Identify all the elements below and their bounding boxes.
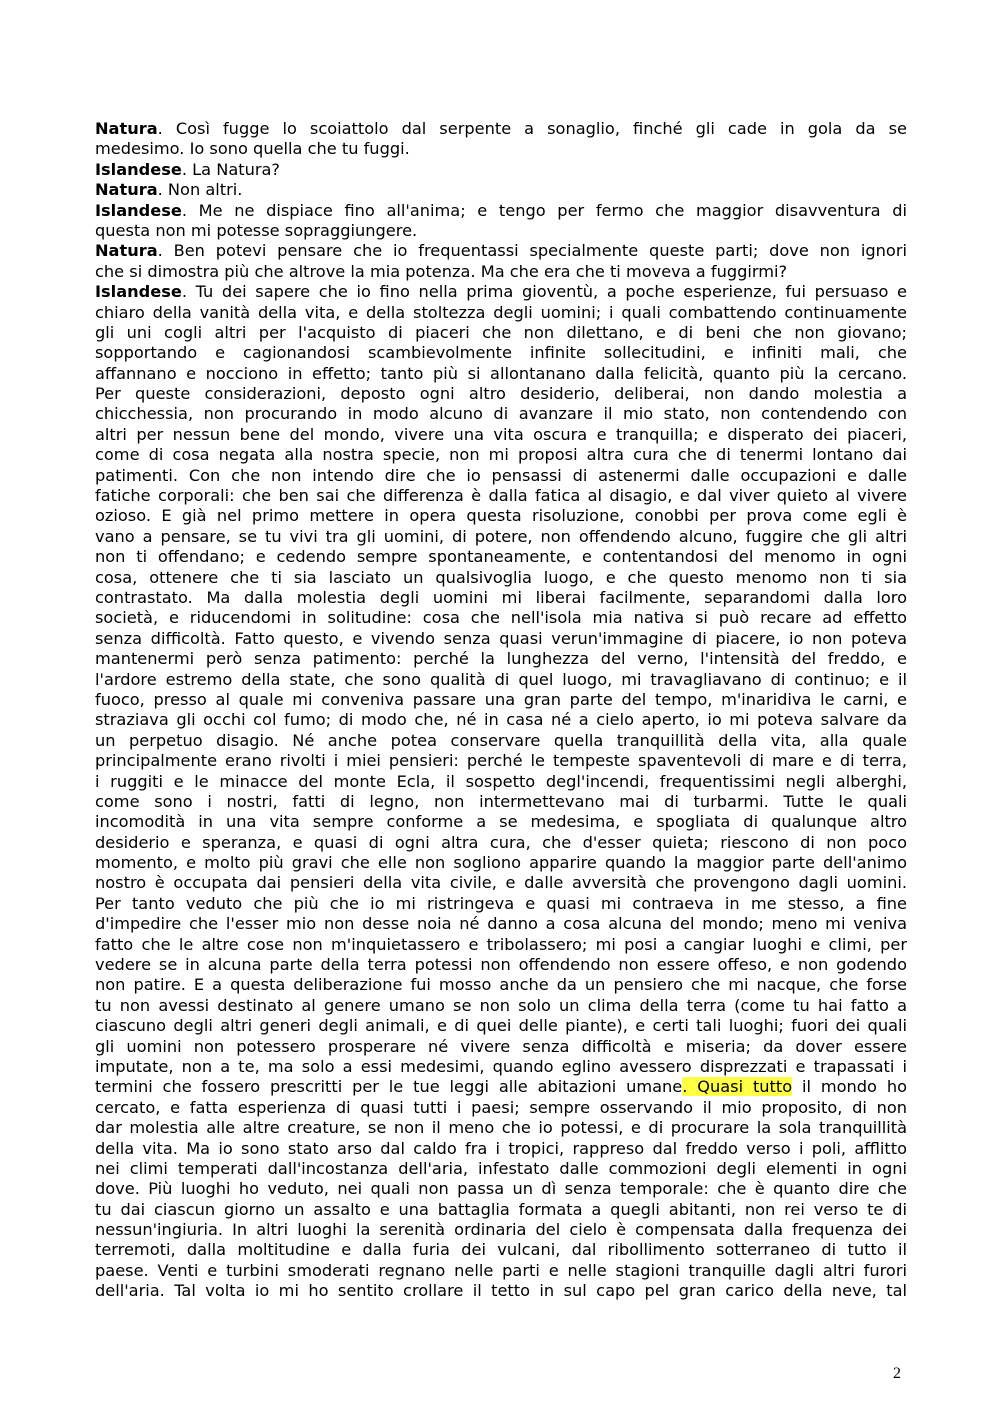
text-line: [95, 262, 907, 282]
line-text: cercato, e fatta esperienza di quasi tutti i paesi; sempre osservando il mio proposito, di non: [95, 1097, 907, 1117]
line-text: momento, e molto più gravi che elle non sogliono apparire quando la maggior parte dell'animo: [95, 853, 907, 873]
line-text: principalmente erano rivolti i miei pensieri: perché le tempeste spaventevoli di mare e di terra,: [95, 751, 907, 771]
text-line: [95, 955, 907, 975]
text-line: [95, 996, 907, 1016]
line-text: . La Natura?: [181, 159, 281, 179]
text-line: [95, 812, 907, 832]
text-line: [95, 364, 907, 384]
speaker-name: Natura: [95, 180, 158, 200]
text-line: [95, 241, 907, 261]
line-text: fatiche corporali: che ben sai che differenza è dalla fatica al disagio, e dal viver quieto al vivere: [95, 486, 907, 506]
line-text: mantenermi però senza patimento: perché la lunghezza del verno, l'intensità del freddo, e: [95, 649, 907, 669]
line-text: dell'aria. Tal volta io mi ho sentito crollare il tetto in sul capo pel gran carico della neve, tal: [95, 1281, 907, 1301]
line-text: incomodità in una vita sempre conforme a se medesima, e spogliata di qualunque altro: [95, 812, 907, 832]
line-text: medesimo. Io sono quella che tu fuggi.: [95, 139, 410, 159]
text-line: [95, 690, 907, 710]
line-text: i ruggiti e le minacce del monte Ecla, il sospetto degl'incendi, frequentissimi negli alberghi,: [95, 771, 907, 791]
text-line: [95, 873, 907, 893]
text-line: [95, 445, 907, 465]
speaker-name: Islandese: [95, 159, 182, 179]
text-line: [95, 119, 907, 139]
line-text: . Me ne dispiace fino all'anima; e tengo per fermo che maggior disavventura di: [181, 200, 907, 220]
text-line: [95, 323, 907, 343]
line-text: . Ben potevi pensare che io frequentassi specialmente queste parti; dove non ignori: [157, 241, 907, 261]
line-text: vano a pensare, se tu vivi tra gli uomini, di potere, non offendendo alcuno, fuggire che gli altri: [95, 526, 907, 546]
line-text: gli uomini non potessero prosperare né vivere senza difficoltà e miseria; da dover essere: [95, 1036, 907, 1056]
text-line: [95, 404, 907, 424]
text-line: [95, 201, 907, 221]
text-line: [95, 282, 907, 302]
line-text: desiderio e speranza, e quasi di ogni altra cura, che d'esser quieta; riescono di non poco: [95, 832, 907, 852]
line-text: nessun'ingiuria. In altri luoghi la serenità ordinaria del cielo è compensata dalla frequenza dei: [95, 1220, 907, 1240]
text-line: [95, 608, 907, 628]
line-text: paese. Venti e turbini smoderati regnano nelle parti e nelle stagioni tranquille dagli altri furori: [95, 1260, 907, 1280]
text-line: [95, 751, 907, 771]
text-line: [95, 180, 907, 200]
text-line: [95, 1037, 907, 1057]
line-text: come di cosa negata alla nostra specie, non mi proposi altra cura che di tenermi lontano dai: [95, 445, 907, 465]
line-text: come sono i nostri, fatti di legno, non intermettevano mai di turbarmi. Tutte le quali: [95, 791, 907, 811]
line-text: non patire. E a questa deliberazione fui mosso anche da un pensiero che mi nacque, che forse: [95, 975, 907, 995]
line-text: non ti offendano; e cedendo sempre spontaneamente, e contentandosi del menomo in ogni: [95, 547, 907, 567]
line-text: sopportando e cagionandosi scambievolmente infinite sollecitudini, e infiniti mali, che: [95, 343, 907, 363]
text-line: [95, 486, 907, 506]
text-line: [95, 1139, 907, 1159]
highlighted-text[interactable]: . Quasi tutto: [682, 1077, 793, 1097]
line-text: gli uni cogli altri per l'acquisto di piaceri che non dilettano, e di beni che non giovano;: [95, 322, 907, 342]
text-line: [95, 1240, 907, 1260]
text-line: [95, 894, 907, 914]
line-text: nostro è occupata dai pensieri della vita civile, e dalle avversità che provengono dagli uomini.: [95, 873, 907, 893]
line-text: . Tu dei sapere che io fino nella prima gioventù, a poche esperienze, fui persuaso e: [181, 282, 907, 302]
text-line: [95, 1281, 907, 1301]
text-line: [95, 772, 907, 792]
line-text: dove. Più luoghi ho veduto, nei quali non passa un dì senza temporale: che è quanto dire che: [95, 1179, 907, 1199]
text-line: [95, 833, 907, 853]
text-line: [95, 935, 907, 955]
line-text: della vita. Ma io sono stato arso dal caldo fra i tropici, rappreso dal freddo verso i poli, afflitto: [95, 1138, 907, 1158]
text-line: [95, 425, 907, 445]
line-text: chiaro della vanità della vita, e della stoltezza degli uomini; i quali combattendo continuamente: [95, 302, 907, 322]
line-text: questa non mi potesse sopraggiungere.: [95, 220, 418, 240]
line-text: cosa, ottenere che ti sia lasciato un qualsivoglia luogo, e che questo menomo non ti sia: [95, 567, 907, 587]
text-line: [95, 731, 907, 751]
line-text: . Così fugge lo scoiattolo dal serpente a sonaglio, finché gli cade in gola da se: [157, 119, 907, 138]
text-line: [95, 1261, 907, 1281]
line-text: vedere se in alcuna parte della terra potessi non offendendo non essere offeso, e non godendo: [95, 955, 907, 975]
text-line: [95, 221, 907, 241]
line-text: altri per nessun bene del mondo, vivere una vita oscura e tranquilla; e disperato dei piaceri,: [95, 424, 907, 444]
text-line: [95, 975, 907, 995]
text-line: [95, 588, 907, 608]
line-text: tu non avessi destinato al genere umano se non solo un clima della terra (come tu hai fatto a: [95, 995, 907, 1015]
text-line: [95, 792, 907, 812]
line-text: termini che fossero prescritti per le tue leggi alle abitazioni umane: [95, 1077, 683, 1097]
text-line: [95, 466, 907, 486]
text-line: [95, 1016, 907, 1036]
text-line: [95, 649, 907, 669]
line-text: che si dimostra più che altrove la mia potenza. Ma che era che ti moveva a fuggirmi?: [95, 261, 788, 281]
speaker-name: Natura: [95, 241, 158, 261]
text-line: [95, 1077, 907, 1097]
line-text: ozioso. E già nel primo mettere in opera questa risoluzione, conobbi per prova come egli è: [95, 506, 907, 526]
line-text: terremoti, dalla moltitudine e dalla furia dei vulcani, dal ribollimento sotterraneo di tutto il: [95, 1240, 907, 1260]
text-line: [95, 710, 907, 730]
text-line: [95, 1118, 907, 1138]
text-line: [95, 343, 907, 363]
line-text: chicchessia, non procurando in modo alcuno di avanzare il mio stato, non contendendo con: [95, 404, 907, 424]
text-line: [95, 914, 907, 934]
text-line: [95, 527, 907, 547]
text-line: [95, 303, 907, 323]
text-line: [95, 1179, 907, 1199]
text-line: [95, 160, 907, 180]
line-text: contrastato. Ma dalla molestia degli uomini mi liberai facilmente, separandomi dalla loro: [95, 587, 907, 607]
line-text: l'ardore estremo della state, che sono qualità di quel luogo, mi travagliavano di continuo; e il: [95, 669, 907, 689]
line-text: fatto che le altre cose non m'inquietassero e tribolassero; mi posi a cangiar luoghi e climi, per: [95, 934, 907, 954]
line-text: nei climi temperati dall'incostanza dell'aria, infestato dalle commozioni degli elementi in ogni: [95, 1158, 907, 1178]
line-text: fuoco, presso al quale mi conveniva passare una gran parte del tempo, m'inaridiva le carni, e: [95, 689, 907, 709]
line-text: ciascuno degli altri generi degli animali, e di quei delle piante), e certi tali luoghi; fuori dei quali: [95, 1016, 907, 1036]
text-line: [95, 547, 907, 567]
page-number: 2: [893, 1365, 901, 1382]
line-text: patimenti. Con che non intendo dire che io pensassi di astenermi dalle occupazioni e dalle: [95, 465, 907, 485]
text-line: [95, 1098, 907, 1118]
text-line: [95, 139, 907, 159]
line-text: senza difficoltà. Fatto questo, e vivendo senza quasi verun'immagine di piacere, io non poteva: [95, 628, 907, 648]
line-text: Per tanto veduto che più che io mi ristringeva e quasi mi contraeva in me stesso, a fine: [95, 893, 907, 913]
line-text: imputate, non a te, ma solo a essi medesimi, quando eglino avessero disprezzati e trapassati i: [95, 1056, 907, 1076]
line-text: tu dai ciascun giorno un assalto e una battaglia formata a quegli abitanti, non rei verso te di: [95, 1199, 907, 1219]
text-line: [95, 568, 907, 588]
text-line: [95, 1159, 907, 1179]
line-text: Per queste considerazioni, deposto ogni altro desiderio, deliberai, non dando molestia a: [95, 384, 907, 404]
text-line: [95, 670, 907, 690]
text-line: [95, 1220, 907, 1240]
text-line: [95, 506, 907, 526]
dialogue-text: [95, 119, 907, 1302]
line-text: . Non altri.: [157, 180, 243, 200]
text-line: [95, 853, 907, 873]
speaker-name: Islandese: [95, 200, 182, 220]
text-line: [95, 1057, 907, 1077]
line-text: un perpetuo disagio. Né anche potea conservare quella tranquillità della vita, alla quale: [95, 730, 907, 750]
speaker-name: Natura: [95, 119, 158, 138]
line-text-after-highlight: il mondo ho: [792, 1077, 907, 1097]
text-line: [95, 384, 907, 404]
text-line: [95, 629, 907, 649]
line-text: straziava gli occhi col fumo; di modo che, né in casa né a cielo aperto, io mi poteva salvare da: [95, 710, 907, 730]
text-line: [95, 1200, 907, 1220]
line-text: affannano e nocciono in effetto; tanto più si allontanano dalla felicità, quanto più la cercano.: [95, 363, 907, 383]
line-text: società, e riducendomi in solitudine: cosa che nell'isola mia nativa si può recare ad effetto: [95, 608, 907, 628]
line-text: dar molestia alle altre creature, se non il meno che io potessi, e di procurare la sola tranquillità: [95, 1118, 907, 1138]
line-text: d'impedire che l'esser mio non desse noia né danno a cosa alcuna del mondo; meno mi veniva: [95, 914, 907, 934]
speaker-name: Islandese: [95, 282, 182, 302]
